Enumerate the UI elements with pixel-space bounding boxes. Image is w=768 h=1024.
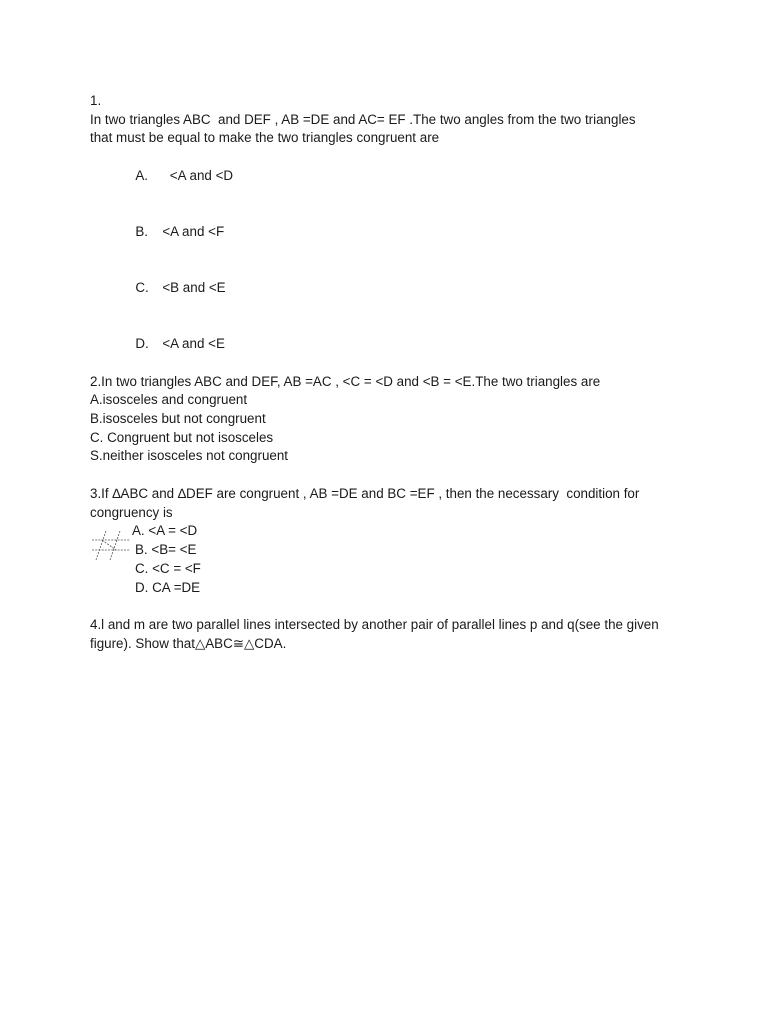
q3-option-d: D. CA =DE	[135, 579, 201, 595]
q2-text: 2.In two triangles ABC and DEF, AB =AC , <C = <D and <B = <E.The two triangles are	[90, 373, 601, 389]
q1-option-a-text: <A and <D	[162, 167, 234, 183]
spacer	[90, 466, 690, 485]
q1-number: 1.	[90, 93, 102, 108]
q1-option-c-text: <B and <E	[162, 280, 226, 296]
q1-option-d	[90, 316, 690, 372]
q3-option-c: C. <C = <F	[135, 560, 201, 576]
q1-option-b-letter: B.	[135, 223, 148, 239]
q3-option-b: B. <B= <E	[135, 542, 197, 558]
q3-text-line1: 3.If ∆ABC and ∆DEF are congruent , AB =DE and BC =EF , then the necessary condition for	[90, 486, 640, 502]
q4-text-line2: figure). Show that△ABC≅△CDA.	[90, 635, 287, 651]
q2-option-b: B.isosceles but not congruent	[90, 410, 266, 426]
q1-option-c	[90, 260, 690, 316]
point-b	[102, 549, 103, 550]
q2-option-d: S.neither isosceles not congruent	[90, 448, 289, 464]
q1-option-d-letter: D.	[135, 336, 149, 352]
spacer	[90, 597, 690, 616]
q3-text-line2: congruency is	[90, 504, 173, 520]
line-q	[110, 531, 120, 560]
q2-option-c: C. Congruent but not isosceles	[90, 429, 274, 445]
q1-option-b	[90, 204, 690, 260]
q4-text-line1: 4.l and m are two parallel lines intersected by another pair of parallel lines p and q(see the given	[90, 617, 659, 633]
parallel-lines-figure	[90, 527, 132, 563]
point-c	[115, 549, 116, 550]
point-a	[101, 539, 102, 540]
diagonal-ac	[102, 540, 116, 550]
point-d	[115, 539, 116, 540]
q2-option-a: A.isosceles and congruent	[90, 392, 248, 408]
q1-text-line2: that must be equal to make the two triangles congruent are	[90, 130, 440, 146]
q1-option-a	[90, 148, 690, 204]
q1-option-a-letter: A.	[135, 167, 148, 183]
line-p	[96, 531, 106, 560]
q1-option-d-text: <A and <E	[162, 336, 225, 352]
q1-option-c-letter: C.	[135, 280, 149, 296]
q1-option-b-text: <A and <F	[162, 223, 225, 239]
question-list	[90, 92, 690, 654]
q3-option-a: A. <A = <D	[132, 523, 198, 539]
q1-text-line1: In two triangles ABC and DEF , AB =DE and AC= EF .The two angles from the two triangles	[90, 111, 636, 127]
